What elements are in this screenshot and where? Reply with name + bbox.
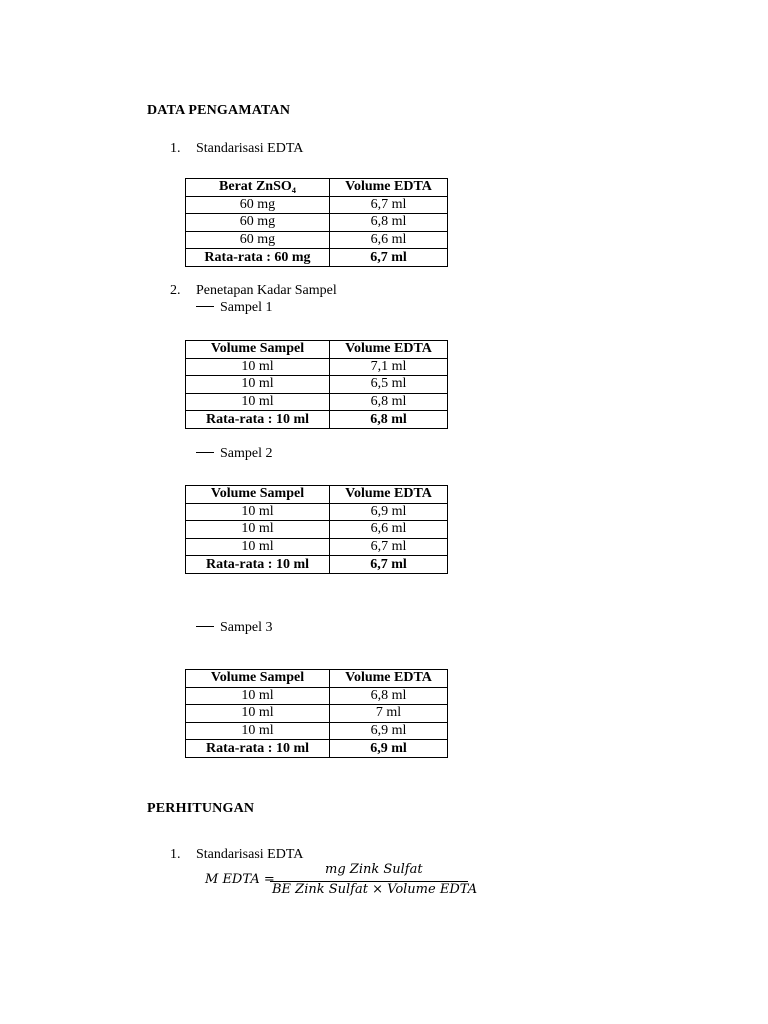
table-row	[186, 376, 448, 394]
table-header-cell: Volume Sampel	[186, 486, 330, 504]
table-cell: 6,6 ml	[330, 521, 448, 539]
list-item-standardization	[170, 141, 303, 157]
sublist-label: Sampel 3	[220, 620, 273, 635]
table-cell: 6,7 ml	[330, 196, 448, 214]
dash-bullet	[196, 306, 214, 307]
sublist-item-sample-1	[196, 300, 273, 316]
table-header-cell: Volume Sampel	[186, 670, 330, 688]
table-average-row	[186, 249, 448, 267]
list-item-sample-assay	[170, 283, 337, 299]
table-cell: 6,8 ml	[330, 687, 448, 705]
list-number: 2.	[170, 283, 181, 298]
table-row	[186, 214, 448, 232]
list-item-calc-standardization	[170, 847, 303, 863]
table-cell: 6,9 ml	[330, 503, 448, 521]
table-cell: 6,8 ml	[330, 411, 448, 429]
table-cell: 6,7 ml	[330, 249, 448, 267]
table-header-row	[186, 670, 448, 688]
formula-fraction	[270, 862, 478, 902]
table-cell: 6,8 ml	[330, 214, 448, 232]
table-cell: Rata-rata : 60 mg	[186, 249, 330, 267]
table-row	[186, 521, 448, 539]
table-cell: 6,5 ml	[330, 376, 448, 394]
table-row	[186, 722, 448, 740]
table-cell: 6,9 ml	[330, 722, 448, 740]
table-row	[186, 503, 448, 521]
table-row	[186, 196, 448, 214]
table-row	[186, 538, 448, 556]
list-number: 1.	[170, 847, 181, 862]
sublist-label: Sampel 2	[220, 446, 273, 461]
table-cell: 60 mg	[186, 214, 330, 232]
table-cell: 10 ml	[186, 521, 330, 539]
table-header-row	[186, 341, 448, 359]
table-header-cell: Volume EDTA	[330, 486, 448, 504]
table-cell: 10 ml	[186, 687, 330, 705]
table-average-row	[186, 411, 448, 429]
table-standardization	[185, 178, 448, 267]
list-label: Standarisasi EDTA	[196, 141, 304, 156]
table-cell: 6,7 ml	[330, 556, 448, 574]
table-cell: 10 ml	[186, 393, 330, 411]
table-header-cell: Volume EDTA	[330, 179, 448, 197]
table-header-row	[186, 179, 448, 197]
dash-bullet	[196, 452, 214, 453]
table-header-cell: Volume EDTA	[330, 341, 448, 359]
table-cell: 6,6 ml	[330, 231, 448, 249]
section-heading-observation: DATA PENGAMATAN	[147, 103, 291, 118]
formula-denominator: BE Zink Sulfat × Volume EDTA	[272, 882, 478, 897]
table-cell: 60 mg	[186, 231, 330, 249]
formula-lhs: M EDTA =	[205, 872, 275, 887]
table-cell: Rata-rata : 10 ml	[186, 556, 330, 574]
table-row	[186, 393, 448, 411]
table-average-row	[186, 740, 448, 758]
table-sample-2	[185, 485, 448, 574]
table-cell: 10 ml	[186, 503, 330, 521]
table-row	[186, 231, 448, 249]
sublist-item-sample-2	[196, 446, 273, 462]
formula-numerator: mg Zink Sulfat	[325, 862, 423, 877]
table-average-row	[186, 556, 448, 574]
table-cell: 10 ml	[186, 376, 330, 394]
table-cell: 10 ml	[186, 722, 330, 740]
table-row	[186, 687, 448, 705]
table-cell: 7 ml	[330, 705, 448, 723]
table-sample-1	[185, 340, 448, 429]
list-number: 1.	[170, 141, 181, 156]
table-cell: 7,1 ml	[330, 358, 448, 376]
table-cell: 60 mg	[186, 196, 330, 214]
table-row	[186, 705, 448, 723]
table-cell: 10 ml	[186, 358, 330, 376]
table-header-cell: Volume Sampel	[186, 341, 330, 359]
table-cell: 6,9 ml	[330, 740, 448, 758]
table-sample-3	[185, 669, 448, 758]
list-label: Penetapan Kadar Sampel	[196, 283, 337, 298]
table-cell: 10 ml	[186, 538, 330, 556]
table-header-cell: Volume EDTA	[330, 670, 448, 688]
list-label: Standarisasi EDTA	[196, 847, 304, 862]
table-cell: Rata-rata : 10 ml	[186, 740, 330, 758]
sublist-label: Sampel 1	[220, 300, 273, 315]
table-cell: 6,8 ml	[330, 393, 448, 411]
table-cell: Rata-rata : 10 ml	[186, 411, 330, 429]
table-header-cell: Berat ZnSO₄	[186, 179, 330, 197]
table-cell: 10 ml	[186, 705, 330, 723]
table-row	[186, 358, 448, 376]
sublist-item-sample-3	[196, 620, 273, 636]
section-heading-calculation: PERHITUNGAN	[147, 801, 255, 816]
table-header-row	[186, 486, 448, 504]
table-cell: 6,7 ml	[330, 538, 448, 556]
dash-bullet	[196, 626, 214, 627]
